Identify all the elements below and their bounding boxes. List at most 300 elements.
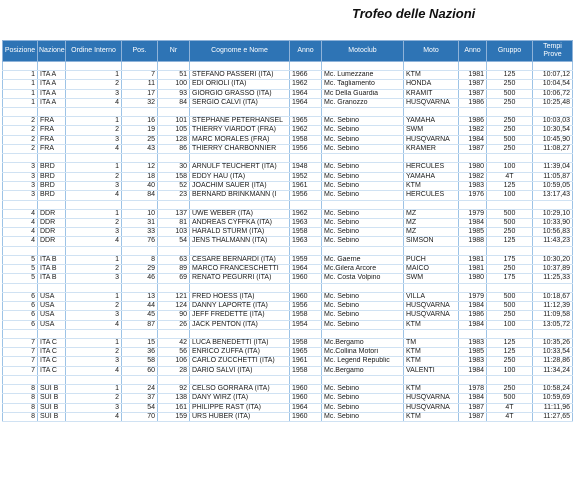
- header-nr: Nr: [158, 41, 190, 62]
- cell-posizione: 7: [3, 338, 38, 347]
- cell-pos: 87: [122, 320, 158, 329]
- empty-cell: [3, 246, 38, 255]
- empty-cell: [122, 200, 158, 209]
- empty-cell: [158, 376, 190, 385]
- cell-moto: MAICO: [404, 265, 459, 274]
- cell-cognome-nome: MARCO FRANCESCHETTI: [190, 265, 290, 274]
- cell-motoclub: Mc. Sebino: [322, 135, 404, 144]
- empty-cell: [38, 283, 66, 292]
- empty-cell: [290, 376, 322, 385]
- cell-tempi-prove: 13:17,43: [533, 191, 573, 200]
- empty-cell: [190, 154, 290, 163]
- header-moto: Moto: [404, 41, 459, 62]
- table-row: [3, 338, 573, 347]
- cell-anno: 1960: [290, 412, 322, 421]
- cell-motoclub: Mc.Collina Motori: [322, 348, 404, 357]
- group-spacer-row: [3, 200, 573, 209]
- cell-nr: 26: [158, 320, 190, 329]
- header-tempi-prove: Tempi Prove: [533, 41, 573, 62]
- empty-cell: [459, 154, 487, 163]
- cell-posizione: 1: [3, 98, 38, 107]
- empty-cell: [190, 283, 290, 292]
- cell-gruppo: 175: [487, 255, 533, 264]
- cell-gruppo: 250: [487, 126, 533, 135]
- cell-posizione: 1: [3, 80, 38, 89]
- cell-cognome-nome: CARLO ZUCCHETTI (ITA): [190, 357, 290, 366]
- cell-nazione: BRD: [38, 191, 66, 200]
- cell-nr: 105: [158, 126, 190, 135]
- cell-gruppo: 125: [487, 338, 533, 347]
- cell-moto: SIMSON: [404, 237, 459, 246]
- cell-pos: 25: [122, 135, 158, 144]
- cell-anno: 1956: [290, 301, 322, 310]
- table-row: [3, 145, 573, 154]
- table-row: [3, 357, 573, 366]
- cell-anno-moto: 1987: [459, 80, 487, 89]
- cell-tempi-prove: 10:33,90: [533, 218, 573, 227]
- table-row: [3, 98, 573, 107]
- empty-cell: [404, 246, 459, 255]
- cell-anno-moto: 1987: [459, 89, 487, 98]
- table-row: [3, 163, 573, 172]
- cell-anno-moto: 1988: [459, 237, 487, 246]
- cell-ordine-interno: 3: [66, 135, 122, 144]
- cell-nazione: DDR: [38, 209, 66, 218]
- cell-motoclub: Mc. Sebino: [322, 145, 404, 154]
- cell-nr: 121: [158, 292, 190, 301]
- cell-nazione: BRD: [38, 172, 66, 181]
- cell-posizione: 4: [3, 228, 38, 237]
- cell-nr: 124: [158, 301, 190, 310]
- cell-pos: 32: [122, 98, 158, 107]
- table-row: [3, 209, 573, 218]
- empty-cell: [290, 154, 322, 163]
- cell-nr: 56: [158, 348, 190, 357]
- empty-cell: [122, 283, 158, 292]
- cell-anno-moto: 1987: [459, 145, 487, 154]
- cell-posizione: 1: [3, 89, 38, 98]
- cell-anno-moto: 1986: [459, 98, 487, 107]
- cell-anno-moto: 1981: [459, 71, 487, 80]
- cell-anno: 1961: [290, 181, 322, 190]
- table-row: [3, 181, 573, 190]
- empty-cell: [38, 108, 66, 117]
- cell-cognome-nome: BERNARD BRINKMANN (I: [190, 191, 290, 200]
- table-row: [3, 301, 573, 310]
- cell-gruppo: 100: [487, 191, 533, 200]
- cell-pos: 16: [122, 117, 158, 126]
- header-posizione: Posizione: [3, 41, 38, 62]
- empty-cell: [459, 200, 487, 209]
- cell-gruppo: 250: [487, 357, 533, 366]
- empty-cell: [158, 62, 190, 71]
- cell-tempi-prove: 10:37,89: [533, 265, 573, 274]
- cell-ordine-interno: 2: [66, 80, 122, 89]
- cell-nr: 158: [158, 172, 190, 181]
- cell-anno: 1956: [290, 191, 322, 200]
- cell-cognome-nome: RENATO PEGURRI (ITA): [190, 274, 290, 283]
- cell-motoclub: Mc. Sebino: [322, 301, 404, 310]
- cell-posizione: 7: [3, 366, 38, 375]
- header-motoclub: Motoclub: [322, 41, 404, 62]
- empty-cell: [487, 154, 533, 163]
- header-pos: Pos.: [122, 41, 158, 62]
- empty-cell: [66, 62, 122, 71]
- cell-moto: SWM: [404, 126, 459, 135]
- cell-moto: VALENTI: [404, 366, 459, 375]
- empty-cell: [290, 246, 322, 255]
- empty-cell: [190, 376, 290, 385]
- cell-nr: 159: [158, 412, 190, 421]
- cell-nazione: SUI B: [38, 412, 66, 421]
- cell-posizione: 4: [3, 209, 38, 218]
- empty-cell: [122, 108, 158, 117]
- cell-anno: 1964: [290, 265, 322, 274]
- cell-anno-moto: 1986: [459, 311, 487, 320]
- cell-anno-moto: 1980: [459, 163, 487, 172]
- cell-anno: 1963: [290, 218, 322, 227]
- cell-nazione: ITA B: [38, 265, 66, 274]
- cell-motoclub: Mc. Sebino: [322, 172, 404, 181]
- cell-gruppo: 4T: [487, 412, 533, 421]
- cell-ordine-interno: 1: [66, 71, 122, 80]
- cell-gruppo: 4T: [487, 403, 533, 412]
- cell-gruppo: 175: [487, 274, 533, 283]
- cell-cognome-nome: UWE WEBER (ITA): [190, 209, 290, 218]
- cell-anno: 1964: [290, 89, 322, 98]
- cell-gruppo: 500: [487, 135, 533, 144]
- cell-motoclub: Mc. Sebino: [322, 394, 404, 403]
- cell-pos: 18: [122, 172, 158, 181]
- cell-cognome-nome: CELSO GORRARA (ITA): [190, 385, 290, 394]
- empty-cell: [38, 246, 66, 255]
- empty-cell: [322, 154, 404, 163]
- cell-nazione: FRA: [38, 145, 66, 154]
- empty-cell: [3, 62, 38, 71]
- cell-pos: 37: [122, 394, 158, 403]
- cell-ordine-interno: 3: [66, 89, 122, 98]
- cell-pos: 17: [122, 89, 158, 98]
- cell-pos: 19: [122, 126, 158, 135]
- cell-pos: 10: [122, 209, 158, 218]
- cell-cognome-nome: ANDREAS CYFFKA (ITA): [190, 218, 290, 227]
- table-row: [3, 265, 573, 274]
- cell-posizione: 5: [3, 255, 38, 264]
- cell-moto: KTM: [404, 181, 459, 190]
- cell-pos: 70: [122, 412, 158, 421]
- cell-cognome-nome: ARNULF TEUCHERT (ITA): [190, 163, 290, 172]
- cell-gruppo: 250: [487, 117, 533, 126]
- cell-anno-moto: 1985: [459, 228, 487, 237]
- cell-cognome-nome: FRED HOESS (ITA): [190, 292, 290, 301]
- table-row: [3, 394, 573, 403]
- cell-nazione: USA: [38, 301, 66, 310]
- cell-cognome-nome: LUCA BENEDETTI (ITA): [190, 338, 290, 347]
- cell-nr: 161: [158, 403, 190, 412]
- cell-tempi-prove: 10:03,03: [533, 117, 573, 126]
- empty-cell: [322, 62, 404, 71]
- cell-gruppo: 500: [487, 89, 533, 98]
- cell-anno: 1963: [290, 237, 322, 246]
- cell-anno-moto: 1982: [459, 172, 487, 181]
- cell-pos: 15: [122, 338, 158, 347]
- cell-moto: KTM: [404, 320, 459, 329]
- empty-cell: [38, 154, 66, 163]
- document-title: Trofeo delle Nazioni: [352, 6, 476, 21]
- cell-anno-moto: 1980: [459, 274, 487, 283]
- cell-tempi-prove: 10:30,54: [533, 126, 573, 135]
- cell-nr: 28: [158, 366, 190, 375]
- cell-ordine-interno: 1: [66, 117, 122, 126]
- cell-tempi-prove: 10:29,10: [533, 209, 573, 218]
- cell-tempi-prove: 11:39,04: [533, 163, 573, 172]
- empty-cell: [122, 376, 158, 385]
- cell-cognome-nome: PHILIPPE RAST (ITA): [190, 403, 290, 412]
- cell-motoclub: Mc. Sebino: [322, 412, 404, 421]
- cell-tempi-prove: 10:59,05: [533, 181, 573, 190]
- header-row: [3, 41, 573, 62]
- cell-nazione: ITA B: [38, 274, 66, 283]
- cell-posizione: 6: [3, 292, 38, 301]
- cell-moto: YAMAHA: [404, 117, 459, 126]
- table-body: [3, 62, 573, 422]
- cell-anno-moto: 1983: [459, 338, 487, 347]
- cell-posizione: 4: [3, 237, 38, 246]
- cell-ordine-interno: 2: [66, 394, 122, 403]
- empty-cell: [322, 283, 404, 292]
- cell-nazione: ITA A: [38, 89, 66, 98]
- cell-anno-moto: 1986: [459, 117, 487, 126]
- empty-cell: [487, 283, 533, 292]
- cell-nazione: ITA A: [38, 80, 66, 89]
- cell-ordine-interno: 1: [66, 255, 122, 264]
- header-ordine-interno: Ordine Interno: [66, 41, 122, 62]
- cell-gruppo: 125: [487, 237, 533, 246]
- empty-cell: [290, 108, 322, 117]
- cell-posizione: 8: [3, 403, 38, 412]
- empty-cell: [66, 329, 122, 338]
- empty-cell: [533, 62, 573, 71]
- empty-cell: [3, 376, 38, 385]
- cell-ordine-interno: 4: [66, 145, 122, 154]
- cell-pos: 46: [122, 274, 158, 283]
- cell-nazione: DDR: [38, 228, 66, 237]
- cell-cognome-nome: EDDY HAU (ITA): [190, 172, 290, 181]
- cell-nr: 23: [158, 191, 190, 200]
- cell-anno-moto: 1984: [459, 301, 487, 310]
- cell-nazione: BRD: [38, 163, 66, 172]
- empty-cell: [122, 62, 158, 71]
- empty-cell: [122, 154, 158, 163]
- cell-nazione: ITA C: [38, 357, 66, 366]
- cell-motoclub: Mc. Sebino: [322, 292, 404, 301]
- cell-ordine-interno: 3: [66, 311, 122, 320]
- cell-posizione: 3: [3, 163, 38, 172]
- table-row: [3, 366, 573, 375]
- cell-anno: 1961: [290, 357, 322, 366]
- cell-motoclub: Mc.Gilera Arcore: [322, 265, 404, 274]
- cell-ordine-interno: 4: [66, 191, 122, 200]
- cell-tempi-prove: 10:35,26: [533, 338, 573, 347]
- cell-motoclub: Mc. Sebino: [322, 228, 404, 237]
- cell-motoclub: Mc. Granozzo: [322, 98, 404, 107]
- cell-ordine-interno: 2: [66, 348, 122, 357]
- empty-cell: [487, 246, 533, 255]
- empty-cell: [404, 108, 459, 117]
- cell-motoclub: Mc. Sebino: [322, 126, 404, 135]
- cell-anno-moto: 1987: [459, 412, 487, 421]
- empty-cell: [322, 376, 404, 385]
- cell-anno: 1952: [290, 172, 322, 181]
- cell-anno-moto: 1984: [459, 366, 487, 375]
- cell-motoclub: Mc.Bergamo: [322, 366, 404, 375]
- cell-anno: 1964: [290, 98, 322, 107]
- cell-nr: 52: [158, 181, 190, 190]
- cell-ordine-interno: 3: [66, 228, 122, 237]
- cell-cognome-nome: THIERRY VIARDOT (FRA): [190, 126, 290, 135]
- empty-cell: [122, 246, 158, 255]
- cell-tempi-prove: 13:05,72: [533, 320, 573, 329]
- cell-pos: 31: [122, 218, 158, 227]
- empty-cell: [487, 108, 533, 117]
- table-row: [3, 292, 573, 301]
- cell-nazione: ITA B: [38, 255, 66, 264]
- cell-tempi-prove: 10:18,67: [533, 292, 573, 301]
- cell-ordine-interno: 4: [66, 320, 122, 329]
- empty-cell: [459, 329, 487, 338]
- cell-ordine-interno: 2: [66, 265, 122, 274]
- table-row: [3, 117, 573, 126]
- cell-moto: PUCH: [404, 255, 459, 264]
- empty-cell: [190, 329, 290, 338]
- results-table: [2, 40, 573, 422]
- empty-cell: [290, 62, 322, 71]
- cell-moto: VILLA: [404, 292, 459, 301]
- empty-cell: [290, 329, 322, 338]
- cell-anno-moto: 1976: [459, 191, 487, 200]
- empty-cell: [290, 283, 322, 292]
- cell-posizione: 8: [3, 412, 38, 421]
- cell-motoclub: Mc.Bergamo: [322, 338, 404, 347]
- cell-anno-moto: 1984: [459, 320, 487, 329]
- cell-tempi-prove: 11:09,58: [533, 311, 573, 320]
- cell-tempi-prove: 11:43,23: [533, 237, 573, 246]
- empty-cell: [66, 154, 122, 163]
- empty-cell: [3, 108, 38, 117]
- cell-gruppo: 250: [487, 385, 533, 394]
- cell-nr: 54: [158, 237, 190, 246]
- empty-cell: [533, 154, 573, 163]
- cell-cognome-nome: STEPHANE PETERHANSEL: [190, 117, 290, 126]
- cell-ordine-interno: 2: [66, 172, 122, 181]
- cell-anno-moto: 1979: [459, 292, 487, 301]
- cell-moto: KTM: [404, 71, 459, 80]
- empty-cell: [459, 246, 487, 255]
- cell-nr: 42: [158, 338, 190, 347]
- cell-moto: YAMAHA: [404, 172, 459, 181]
- cell-posizione: 6: [3, 301, 38, 310]
- cell-ordine-interno: 2: [66, 301, 122, 310]
- cell-nazione: ITA A: [38, 71, 66, 80]
- empty-cell: [459, 62, 487, 71]
- cell-moto: HUSQVARNA: [404, 311, 459, 320]
- empty-cell: [533, 200, 573, 209]
- cell-anno-moto: 1983: [459, 181, 487, 190]
- cell-motoclub: Mc. Tagliamento: [322, 80, 404, 89]
- cell-moto: KRAMER: [404, 145, 459, 154]
- empty-cell: [158, 329, 190, 338]
- cell-moto: HUSQVARNA: [404, 135, 459, 144]
- cell-nazione: FRA: [38, 126, 66, 135]
- table-row: [3, 80, 573, 89]
- empty-cell: [404, 200, 459, 209]
- cell-pos: 7: [122, 71, 158, 80]
- cell-nr: 90: [158, 311, 190, 320]
- cell-cognome-nome: HARALD STURM (ITA): [190, 228, 290, 237]
- cell-cognome-nome: ENRICO ZUFFA (ITA): [190, 348, 290, 357]
- cell-gruppo: 250: [487, 80, 533, 89]
- cell-cognome-nome: GIORGIO GRASSO (ITA): [190, 89, 290, 98]
- group-spacer-row: [3, 329, 573, 338]
- cell-motoclub: Mc. Sebino: [322, 218, 404, 227]
- cell-ordine-interno: 2: [66, 218, 122, 227]
- cell-nr: 137: [158, 209, 190, 218]
- cell-anno-moto: 1984: [459, 135, 487, 144]
- group-spacer-row: [3, 246, 573, 255]
- empty-cell: [158, 200, 190, 209]
- cell-moto: MZ: [404, 209, 459, 218]
- empty-cell: [66, 108, 122, 117]
- empty-cell: [38, 376, 66, 385]
- empty-cell: [459, 376, 487, 385]
- cell-moto: SWM: [404, 274, 459, 283]
- cell-nr: 84: [158, 98, 190, 107]
- cell-gruppo: 500: [487, 292, 533, 301]
- cell-posizione: 6: [3, 311, 38, 320]
- cell-moto: HUSQVARNA: [404, 394, 459, 403]
- empty-cell: [38, 62, 66, 71]
- cell-nazione: FRA: [38, 117, 66, 126]
- header-anno-moto: Anno: [459, 41, 487, 62]
- cell-pos: 43: [122, 145, 158, 154]
- empty-cell: [533, 329, 573, 338]
- cell-tempi-prove: 11:28,86: [533, 357, 573, 366]
- cell-nr: 101: [158, 117, 190, 126]
- table-row: [3, 126, 573, 135]
- cell-nazione: DDR: [38, 237, 66, 246]
- cell-tempi-prove: 11:05,87: [533, 172, 573, 181]
- cell-motoclub: Mc. Sebino: [322, 385, 404, 394]
- cell-anno: 1960: [290, 292, 322, 301]
- cell-moto: HERCULES: [404, 191, 459, 200]
- cell-cognome-nome: CESARE BERNARDI (ITA): [190, 255, 290, 264]
- cell-nazione: DDR: [38, 218, 66, 227]
- cell-ordine-interno: 2: [66, 126, 122, 135]
- cell-anno: 1960: [290, 274, 322, 283]
- table-row: [3, 218, 573, 227]
- cell-posizione: 5: [3, 274, 38, 283]
- cell-motoclub: Mc. Lumezzane: [322, 71, 404, 80]
- cell-cognome-nome: JENS THALMANN (ITA): [190, 237, 290, 246]
- cell-pos: 54: [122, 403, 158, 412]
- header-cognome-nome: Cognome e Nome: [190, 41, 290, 62]
- empty-cell: [322, 108, 404, 117]
- cell-anno: 1958: [290, 338, 322, 347]
- empty-cell: [533, 283, 573, 292]
- table-row: [3, 311, 573, 320]
- empty-cell: [404, 329, 459, 338]
- cell-tempi-prove: 10:59,69: [533, 394, 573, 403]
